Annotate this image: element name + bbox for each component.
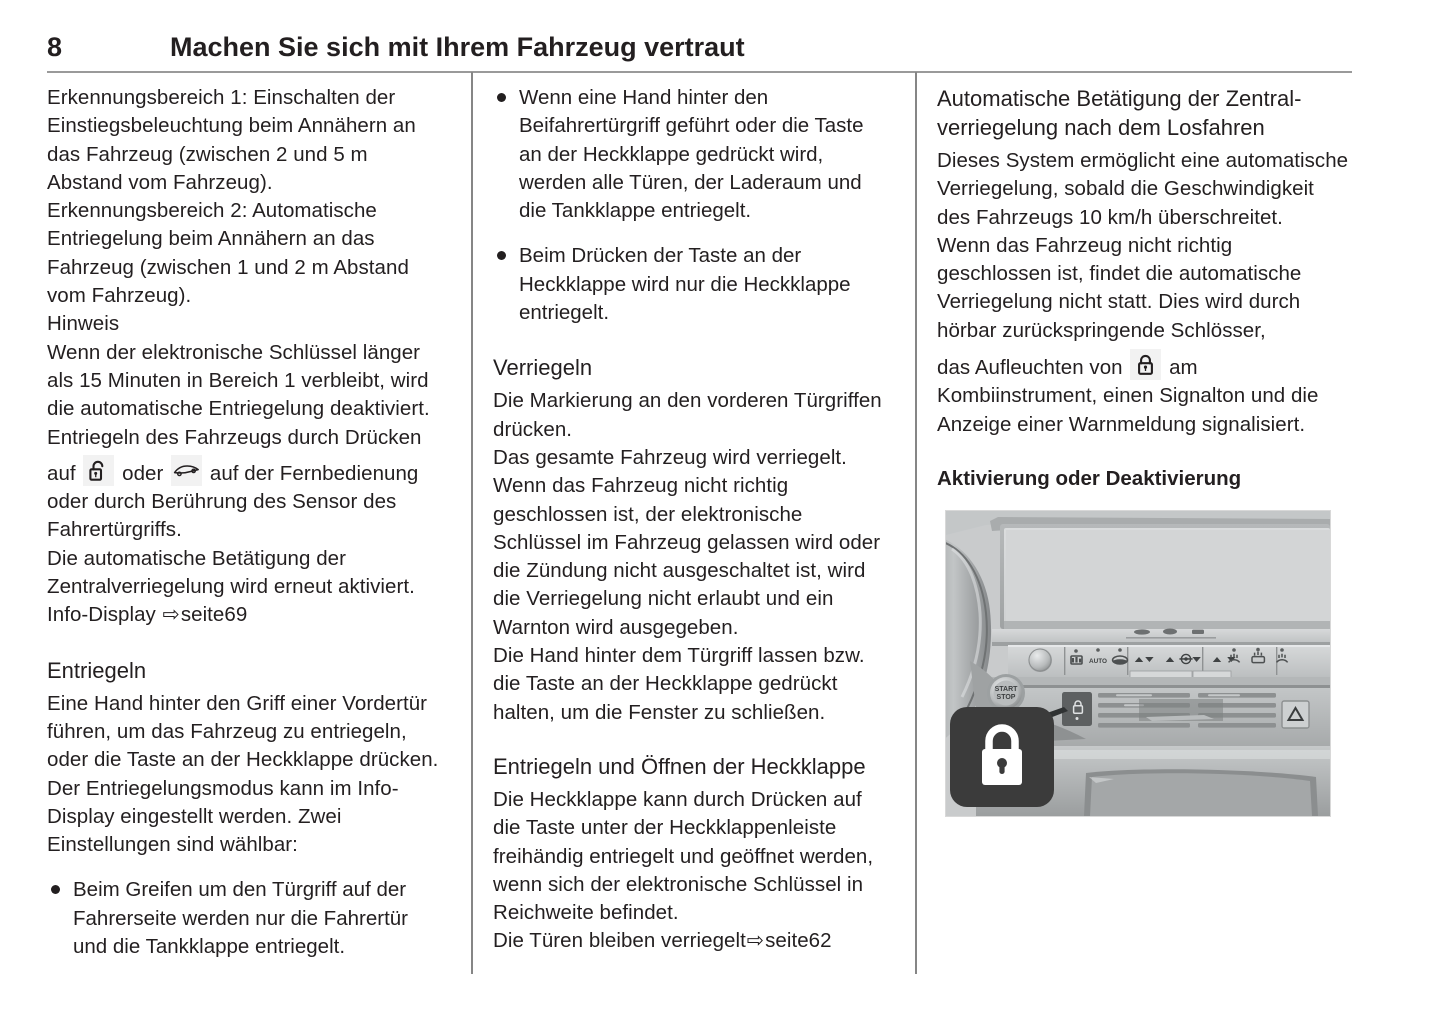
zone-2-text: : Automatische Entriegelung beim Annähern an das Fahrzeug (zwischen 1 und 2 m Abstand vom Fahrzeug). bbox=[47, 199, 409, 308]
heading-aktivierung: Aktivierung oder Deaktivierung bbox=[937, 466, 1242, 490]
auto-text-3b: am Kombiinstrument, einen Signalton und die Anzeige einer Warnmeldung signalisiert. bbox=[937, 356, 1319, 436]
verriegeln-text-3: Wenn das Fahrzeug nicht richtig geschlossen ist, der elektronische Schlüssel im Fahrzeug gelassen wird oder die Zündung nicht ausgeschaltet ist, wird die Verriegelung nicht erlaubt und ein Warnton wird ausgegeben. bbox=[493, 474, 881, 639]
auto-text-3 bbox=[937, 349, 1352, 439]
page-reference-arrow-icon: ⇨ bbox=[746, 929, 765, 953]
info-display-reference bbox=[47, 601, 445, 629]
header-rule bbox=[47, 71, 1352, 73]
page-number: 8 bbox=[47, 32, 63, 62]
start-stop-label-line2: STOP bbox=[996, 693, 1016, 701]
page-reference-arrow-icon: ⇨ bbox=[162, 603, 180, 627]
entriegeln-bullet-list bbox=[47, 876, 445, 961]
paragraph-zone-2 bbox=[47, 197, 445, 310]
list-item bbox=[493, 84, 891, 225]
svg-text:AUTO: AUTO bbox=[1089, 657, 1107, 665]
auto-text-2: Wenn das Fahrzeug nicht richtig geschlossen ist, findet die automatische Verriegelung nicht statt. Dies wird durch hörbar zurückspringende Schlösser, bbox=[937, 233, 1302, 342]
bullet-text: Beim Greifen um den Türgriff auf der Fahrerseite werden nur die Fahrertür und die Tankklappe entriegelt. bbox=[73, 878, 408, 959]
bullet-dot-icon bbox=[497, 93, 506, 102]
zone-1-label: Erkennungsbereich 1 bbox=[47, 86, 242, 109]
car-icon bbox=[171, 455, 202, 486]
unlock-intro: Entriegeln des Fahrzeugs durch Drücken bbox=[47, 425, 422, 449]
unlock-line-a: auf bbox=[47, 461, 76, 485]
dashboard-illustration bbox=[945, 510, 1331, 817]
entriegeln-text-1: Eine Hand hinter den Griff einer Vordertür führen, um das Fahrzeug zu entriegeln, oder die Taste an der Heckklappe drücken. bbox=[47, 691, 439, 772]
note-text: Wenn der elektronische Schlüssel länger als 15 Minuten in Bereich 1 verbleibt, wird die automatische Entriegelung deaktiviert. bbox=[47, 340, 430, 421]
heckklappe-page-ref[interactable]: seite62 bbox=[765, 929, 832, 953]
auto-text-1: Dieses System ermöglicht eine automatische Verriegelung, sobald die Geschwindigkeit des Fahrzeugs 10 km/h überschreitet. bbox=[937, 149, 1349, 229]
bullet-dot-icon bbox=[497, 251, 506, 260]
column-1 bbox=[47, 84, 445, 961]
reactivate-text: Die automatische Betätigung der Zentralverriegelung wird erneut aktiviert. bbox=[47, 546, 415, 599]
info-display-label: Info-Display bbox=[47, 603, 156, 627]
bullet-dot-icon bbox=[51, 885, 60, 894]
zone-1-text: : Einschalten der Einstiegsbeleuchtung beim Annähern an das Fahrzeug (zwischen 2 und 5 m Abstand vom Fahrzeug). bbox=[47, 86, 416, 194]
heckklappe-text: Die Heckklappe kann durch Drücken auf die Taste unter der Heckklappenleiste freihändig entriegelt und geöffnet werden, wenn sich der elektronische Schlüssel in Reichweite befindet. bbox=[493, 787, 874, 925]
page-title: Machen Sie sich mit Ihrem Fahrzeug vertraut bbox=[170, 32, 745, 62]
open-padlock-icon bbox=[83, 455, 114, 486]
auto-text-3a: das Aufleuchten von bbox=[937, 356, 1123, 380]
column-divider-1 bbox=[471, 72, 473, 974]
heckklappe-ref-text: Die Türen bleiben verriegelt bbox=[493, 929, 746, 953]
column-2 bbox=[493, 84, 891, 956]
note-heading: Hinweis bbox=[47, 312, 120, 336]
heading-verriegeln: Verriegeln bbox=[493, 355, 593, 381]
column-divider-2 bbox=[915, 72, 917, 974]
zone-2-label: Erkennungsbereich 2 bbox=[47, 199, 242, 223]
heading-automatic-locking: Automatische Betätigung der Zentral-verriegelung nach dem Losfahren bbox=[937, 86, 1302, 140]
paragraph-zone-1 bbox=[47, 84, 445, 197]
list-item bbox=[47, 876, 445, 961]
verriegeln-text-1: Die Markierung an den vorderen Türgriffen drücken. bbox=[493, 389, 882, 441]
column-3 bbox=[937, 84, 1352, 822]
unlock-line-c: auf der Fernbedienung oder durch Berührung des Sensor des Fahrertürgriffs. bbox=[47, 461, 419, 542]
info-display-page-ref[interactable]: seite69 bbox=[180, 603, 248, 627]
unlock-line-b: oder bbox=[122, 461, 164, 485]
closed-padlock-icon bbox=[1130, 349, 1161, 380]
content-columns bbox=[47, 84, 1352, 974]
list-item bbox=[493, 242, 891, 327]
start-stop-label-line1: START bbox=[994, 685, 1018, 693]
bullet-text: Beim Drücken der Taste an der Heckklappe wird nur die Heckklappe entriegelt. bbox=[519, 244, 851, 325]
figure-slot bbox=[937, 510, 1352, 822]
heading-heckklappe: Entriegeln und Öffnen der Heckklappe bbox=[493, 753, 866, 779]
entriegeln-text-2: Der Entriegelungsmodus kann im Info-Display eingestellt werden. Zwei Einstellungen sind wählbar: bbox=[47, 776, 399, 857]
unlock-modes-bullet-list bbox=[493, 84, 891, 327]
page-header bbox=[47, 30, 1352, 72]
unlock-icon-line bbox=[47, 455, 445, 545]
heckklappe-reference bbox=[493, 927, 891, 955]
heading-entriegeln: Entriegeln bbox=[47, 657, 147, 683]
bullet-text: Wenn eine Hand hinter den Beifahrertürgriff geführt oder die Taste an der Heckklappe gedrückt wird, werden alle Türen, der Laderaum und die Tankklappe entriegelt. bbox=[519, 86, 864, 223]
dashboard-figure-svg bbox=[946, 511, 1330, 816]
verriegeln-text-4: Die Hand hinter dem Türgriff lassen bzw. die Taste an der Heckklappe gedrückt halten, um die Fenster zu schließen. bbox=[493, 644, 865, 724]
verriegeln-text-2: Das gesamte Fahrzeug wird verriegelt. bbox=[493, 445, 847, 469]
